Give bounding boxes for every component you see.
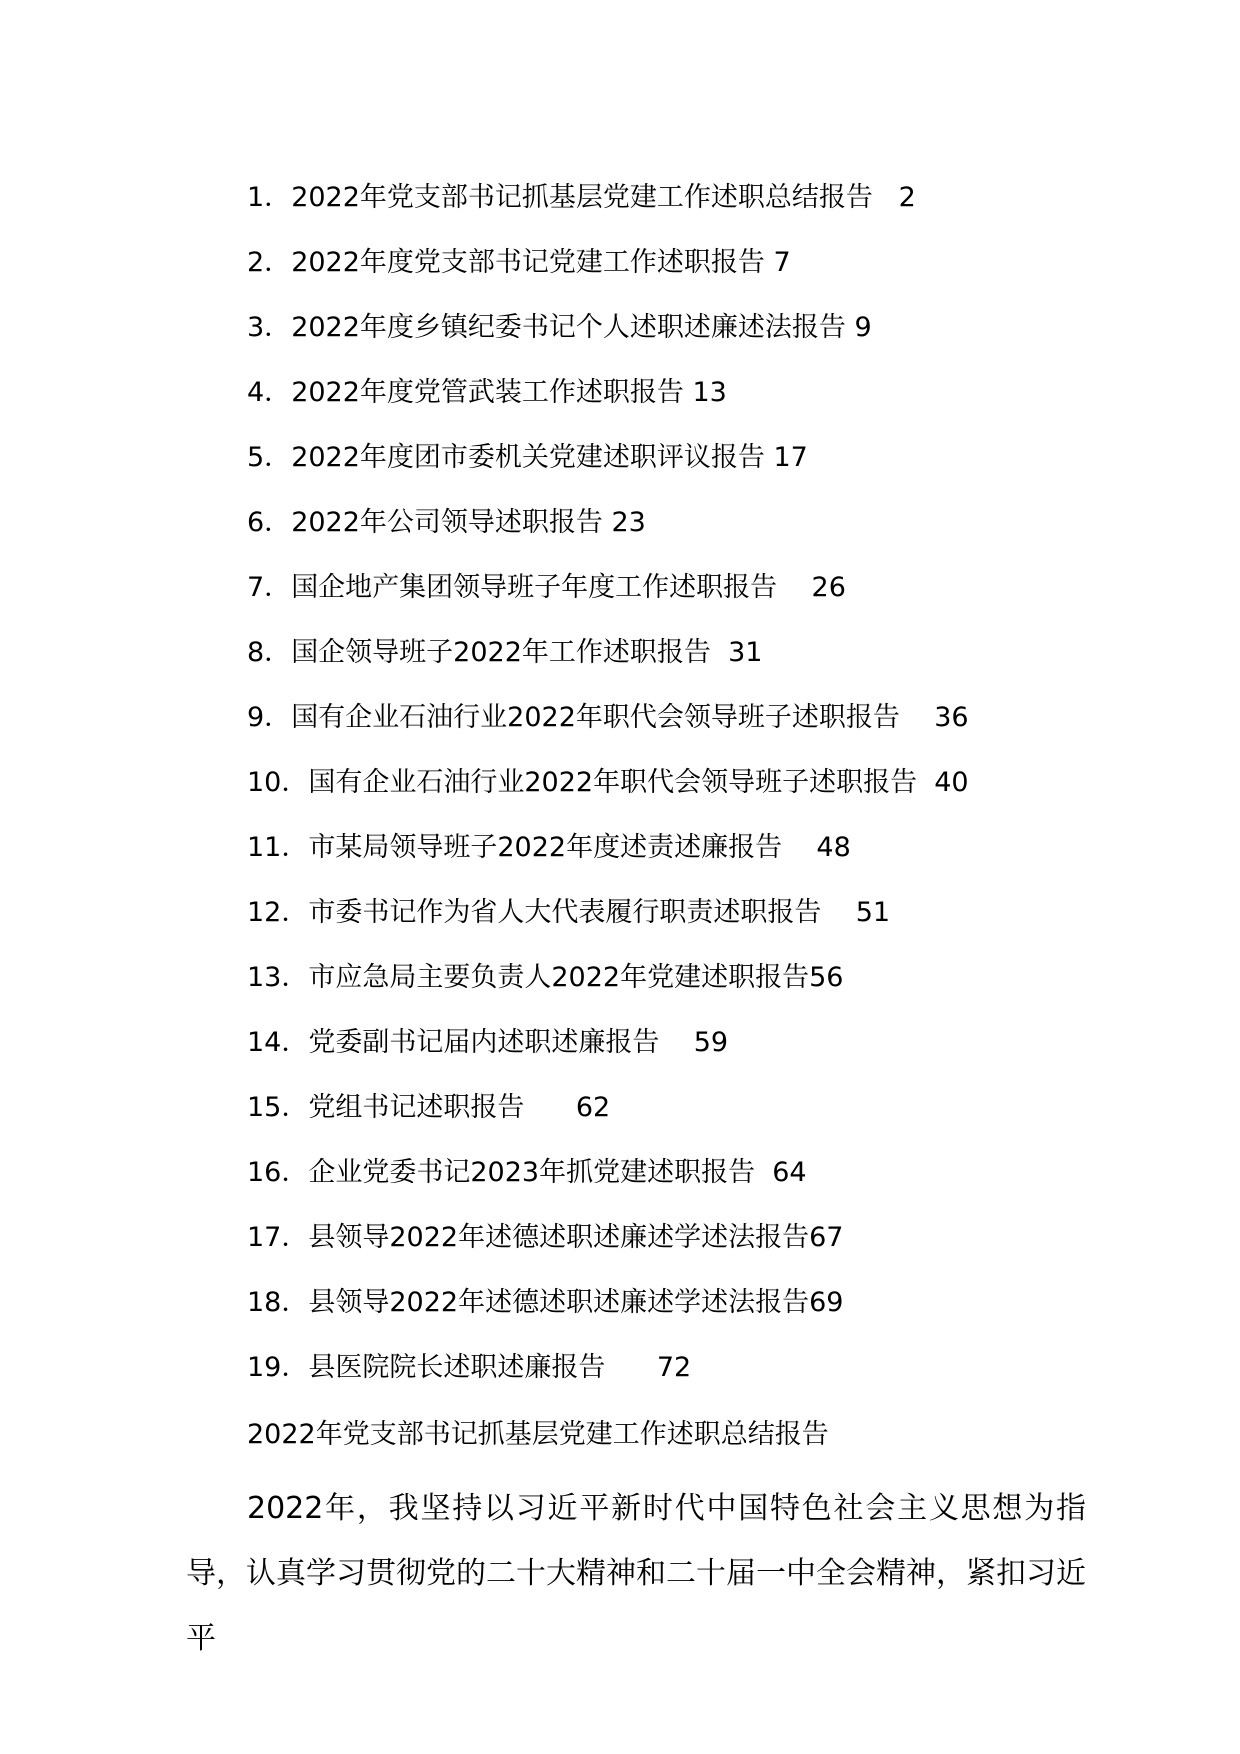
toc-entry-gap bbox=[524, 1084, 576, 1132]
toc-entry-gap bbox=[603, 499, 612, 547]
toc-entry[interactable] bbox=[247, 304, 969, 369]
toc-entry-title: 县领导2022年述德述职述廉述学述法报告 bbox=[308, 1287, 810, 1318]
toc-entry-number: 8． bbox=[247, 637, 292, 668]
toc-entry[interactable] bbox=[247, 1279, 969, 1344]
toc-entry-page-number: 23 bbox=[611, 507, 646, 538]
toc-entry-number: 19． bbox=[247, 1352, 309, 1383]
toc-entry-gap bbox=[777, 564, 811, 612]
toc-entry-number: 2． bbox=[247, 247, 292, 278]
toc-entry-number: 15． bbox=[247, 1092, 309, 1123]
toc-entry-number: 16． bbox=[247, 1157, 309, 1188]
toc-entry-gap bbox=[900, 694, 934, 742]
toc-entry-number: 6． bbox=[247, 507, 292, 538]
toc-entry-number: 3． bbox=[247, 312, 292, 343]
toc-entry-title: 2022年度党支部书记党建工作述职报告 bbox=[291, 247, 765, 278]
toc-entry-title: 国企领导班子2022年工作述职报告 bbox=[291, 637, 711, 668]
toc-entry-title: 国有企业石油行业2022年职代会领导班子述职报告 bbox=[308, 767, 918, 798]
toc-entry-gap bbox=[755, 1149, 772, 1197]
toc-entry-gap bbox=[782, 824, 816, 872]
toc-entry[interactable] bbox=[247, 889, 969, 954]
toc-entry-page-number: 51 bbox=[855, 897, 891, 928]
toc-entry[interactable] bbox=[247, 1084, 969, 1149]
toc-entry-page-number: 7 bbox=[773, 247, 791, 278]
toc-entry[interactable] bbox=[247, 1019, 969, 1084]
toc-entry-gap bbox=[765, 434, 774, 482]
toc-entry-number: 5． bbox=[247, 442, 292, 473]
toc-entry-page-number: 69 bbox=[809, 1287, 844, 1318]
toc-entry[interactable] bbox=[247, 694, 969, 759]
toc-entry-title: 县领导2022年述德述职述廉述学述法报告 bbox=[308, 1222, 810, 1253]
toc-entry-number: 12． bbox=[247, 897, 309, 928]
toc-entry-gap bbox=[917, 759, 934, 807]
toc-entry-title: 国企地产集团领导班子年度工作述职报告 bbox=[291, 572, 778, 603]
toc-entry-number: 11． bbox=[247, 832, 309, 863]
toc-entry-title: 市某局领导班子2022年度述责述廉报告 bbox=[308, 832, 783, 863]
toc-entry-gap bbox=[765, 239, 774, 287]
toc-entry-title: 市应急局主要负责人2022年党建述职报告 bbox=[308, 962, 810, 993]
toc-entry-gap bbox=[873, 174, 899, 222]
table-of-contents bbox=[247, 174, 969, 1409]
toc-entry-page-number: 13 bbox=[692, 377, 727, 408]
toc-entry-number: 10． bbox=[247, 767, 309, 798]
toc-entry-title: 党委副书记届内述职述廉报告 bbox=[308, 1027, 660, 1058]
toc-entry-page-number: 67 bbox=[809, 1222, 844, 1253]
toc-entry-number: 1． bbox=[247, 182, 292, 213]
toc-entry-gap bbox=[659, 1019, 693, 1067]
toc-entry-page-number: 48 bbox=[816, 832, 851, 863]
toc-entry-page-number: 36 bbox=[934, 702, 969, 733]
toc-entry-number: 4． bbox=[247, 377, 292, 408]
toc-entry-title: 2022年党支部书记抓基层党建工作述职总结报告 bbox=[291, 182, 873, 213]
toc-entry[interactable] bbox=[247, 1214, 969, 1279]
toc-entry-gap bbox=[684, 369, 693, 417]
toc-entry[interactable] bbox=[247, 954, 969, 1019]
toc-entry-page-number: 31 bbox=[728, 637, 763, 668]
toc-entry-gap bbox=[605, 1344, 657, 1392]
toc-entry-page-number: 62 bbox=[575, 1092, 611, 1123]
toc-entry-title: 企业党委书记2023年抓党建述职报告 bbox=[308, 1157, 756, 1188]
toc-entry[interactable] bbox=[247, 564, 969, 629]
document-title: 2022年党支部书记抓基层党建工作述职总结报告 bbox=[247, 1419, 829, 1450]
body-paragraph: 2022年，我坚持以习近平新时代中国特色社会主义思想为指导，认真学习贯彻党的二十大精神和二十届一中全会精神，紧扣习近平 bbox=[186, 1491, 1086, 1656]
toc-entry-number: 17． bbox=[247, 1222, 309, 1253]
toc-entry[interactable] bbox=[247, 629, 969, 694]
toc-entry-title: 县医院院长述职述廉报告 bbox=[308, 1352, 606, 1383]
toc-entry-page-number: 26 bbox=[811, 572, 846, 603]
toc-entry-title: 党组书记述职报告 bbox=[308, 1092, 525, 1123]
toc-entry-number: 13． bbox=[247, 962, 309, 993]
toc-entry[interactable] bbox=[247, 499, 969, 564]
toc-entry-title: 2022年度乡镇纪委书记个人述职述廉述法报告 bbox=[291, 312, 846, 343]
toc-entry-gap bbox=[711, 629, 728, 677]
toc-entry-title: 2022年度党管武装工作述职报告 bbox=[291, 377, 684, 408]
toc-entry-number: 18． bbox=[247, 1287, 309, 1318]
toc-entry-page-number: 2 bbox=[898, 182, 916, 213]
toc-entry-page-number: 17 bbox=[773, 442, 808, 473]
toc-entry[interactable] bbox=[247, 434, 969, 499]
toc-entry-title: 国有企业石油行业2022年职代会领导班子述职报告 bbox=[291, 702, 900, 733]
toc-entry-title: 2022年公司领导述职报告 bbox=[291, 507, 603, 538]
toc-entry-gap bbox=[821, 889, 855, 937]
toc-entry[interactable] bbox=[247, 369, 969, 434]
toc-entry[interactable] bbox=[247, 174, 969, 239]
toc-entry[interactable] bbox=[247, 239, 969, 304]
toc-entry-number: 7． bbox=[247, 572, 292, 603]
toc-entry-page-number: 40 bbox=[934, 767, 969, 798]
toc-entry-page-number: 59 bbox=[693, 1027, 729, 1058]
toc-entry-page-number: 56 bbox=[809, 962, 844, 993]
toc-entry[interactable] bbox=[247, 824, 969, 889]
toc-entry[interactable] bbox=[247, 1149, 969, 1214]
toc-entry[interactable] bbox=[247, 1344, 969, 1409]
toc-entry-number: 9． bbox=[247, 702, 292, 733]
toc-entry-page-number: 72 bbox=[656, 1352, 692, 1383]
toc-entry-number: 14． bbox=[247, 1027, 309, 1058]
toc-entry-gap bbox=[846, 304, 855, 352]
toc-entry-page-number: 9 bbox=[854, 312, 872, 343]
toc-entry-title: 市委书记作为省人大代表履行职责述职报告 bbox=[308, 897, 822, 928]
toc-entry-title: 2022年度团市委机关党建述职评议报告 bbox=[291, 442, 765, 473]
toc-entry[interactable] bbox=[247, 759, 969, 824]
toc-entry-page-number: 64 bbox=[772, 1157, 807, 1188]
